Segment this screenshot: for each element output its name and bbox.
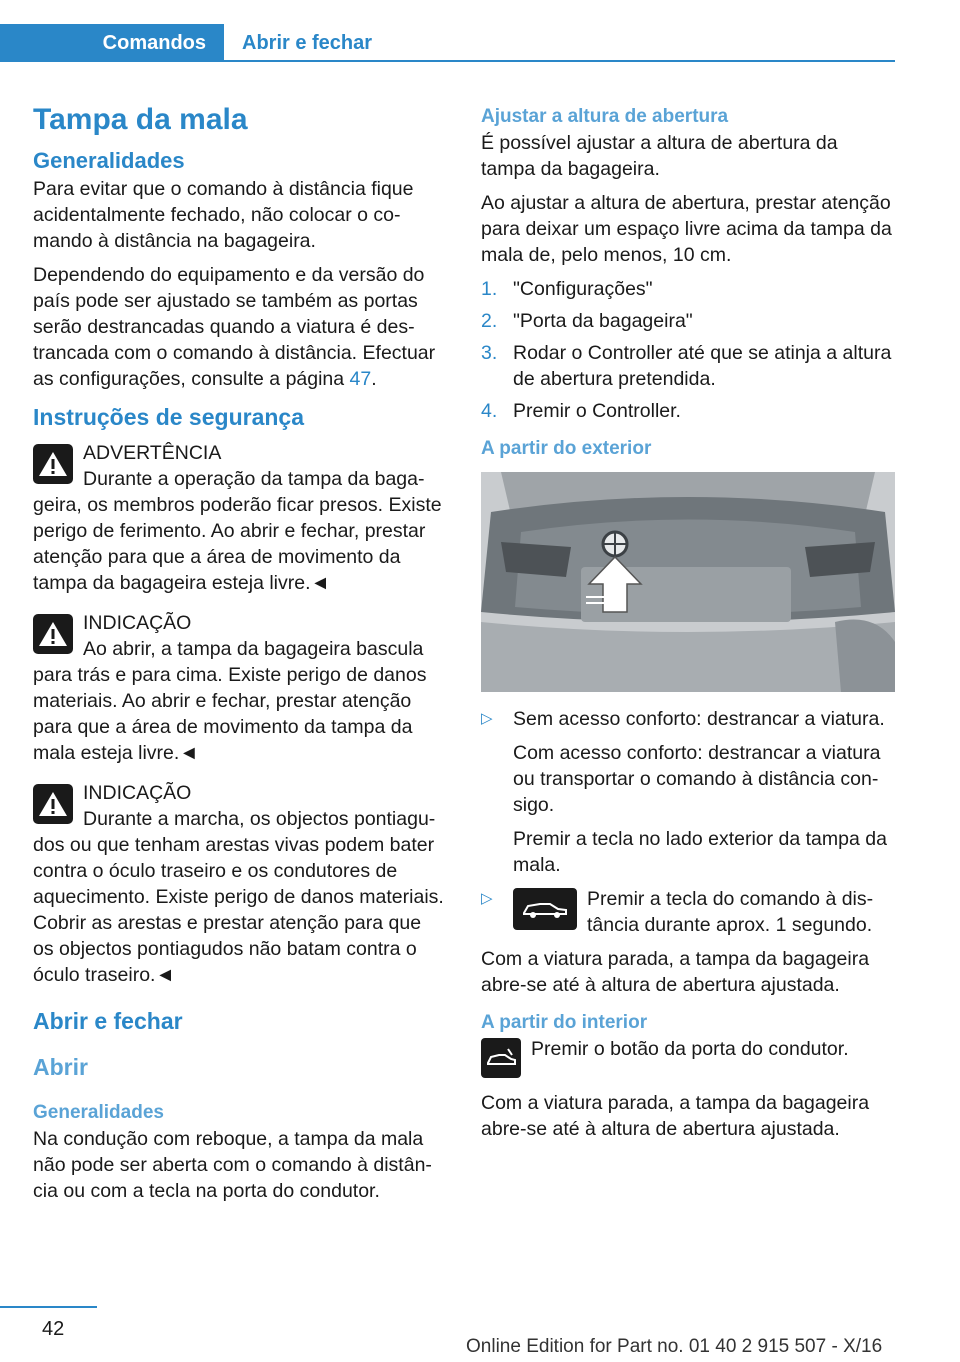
paragraph [33, 262, 447, 392]
paragraph: Com acesso conforto: destrancar a viatura ou transportar o comando à distância consigo. [513, 742, 881, 816]
warning-text: Durante a marcha, os objectos pontiagudos ou que tenham arestas vivas podem bater contra o óculo traseiro e os condutores de aquecimento. Existe perigo de danos materiais. Cobrir as arestas e prestar atenção para que os objectos pontiagudos não batam contra o óculo traseiro.◄ [33, 808, 444, 986]
tab-comandos[interactable]: Comandos [0, 24, 224, 62]
step-number: 4. [481, 400, 498, 422]
header-tabs [0, 24, 895, 62]
warning-block [33, 440, 447, 596]
step-text: "Porta da bagageira" [513, 310, 693, 332]
triangle-bullet-icon: ▷ [481, 890, 493, 907]
warning-triangle-icon [33, 614, 73, 654]
list-item [481, 276, 895, 302]
subsection-heading-altura: Ajustar a altura de abertura [481, 106, 729, 127]
section-heading-generalidades: Generalidades [33, 148, 185, 173]
paragraph-text: . [371, 368, 377, 390]
step-text: "Configurações" [513, 278, 653, 300]
list-item [481, 398, 895, 424]
page-number: 42 [42, 1318, 65, 1340]
steps-list [481, 276, 895, 424]
car-trunk-key-icon [513, 888, 577, 930]
right-column [481, 104, 895, 1150]
footer-rule [0, 1306, 97, 1308]
warning-block [33, 610, 447, 766]
warning-block [33, 780, 447, 988]
subsection-heading-generalidades: Generalidades [33, 1102, 164, 1123]
interior-row [481, 1036, 895, 1082]
paragraph-text: Dependendo do equipamento e da versão do país pode ser ajustado se também as portas serão destrancadas quando a viatura é destrancada com o comando à distância. Efectuar as configurações, consulte a página [33, 264, 436, 390]
key-text: Premir a tecla do comando à distância durante aprox. 1 segundo. [587, 888, 874, 936]
header-rule [224, 60, 895, 62]
interior-text: Premir o botão da porta do condutor. [531, 1038, 849, 1060]
list-item [481, 340, 895, 392]
subsection-heading-interior: A partir do interior [481, 1012, 648, 1033]
section-heading-abrir: Abrir [33, 1054, 88, 1080]
edition-note: Online Edition for Part no. 01 40 2 915 507 - X/16 [466, 1336, 883, 1357]
trunk-button-icon [481, 1038, 521, 1078]
warning-text: Ao abrir, a tampa da bagageira bascula para trás e para cima. Existe perigo de danos materiais. Ao abrir e fechar, prestar atenção para que a área de movimento da tampa da mala esteja livre.◄ [33, 638, 427, 764]
warning-triangle-icon [33, 444, 73, 484]
paragraph: Premir a tecla no lado exterior da tampa da mala. [513, 828, 887, 876]
warning-text: Durante a operação da tampa da bagageira, os membros poderão ficar presos. Existe perigo de ferimento. Ao abrir e fechar, prestar atenção para que a área de movimento da tampa da bagageira esteja livre.◄ [33, 468, 442, 594]
list-item [481, 706, 895, 878]
paragraph: Com a viatura parada, a tampa da bagageira abre-se até à altura de abertura ajustada. [481, 1092, 870, 1140]
page-title: Tampa da mala [33, 103, 248, 136]
list-item [481, 886, 895, 938]
warning-title: ADVERTÊNCIA [83, 442, 222, 464]
section-heading-seguranca: Instruções de segurança [33, 404, 304, 430]
paragraph: Para evitar que o comando à distância fique acidentalmente fechado, não colocar o comando à distância na bagageira. [33, 178, 414, 252]
warning-title: INDICAÇÃO [83, 612, 192, 634]
step-number: 1. [481, 278, 498, 300]
list-item [481, 308, 895, 334]
step-number: 3. [481, 342, 498, 364]
warning-title: INDICAÇÃO [83, 782, 192, 804]
paragraph: Ao ajustar a altura de abertura, prestar atenção para deixar um espaço livre acima da tampa da mala de, pelo menos, 10 cm. [481, 192, 892, 266]
subsection-heading-exterior: A partir do exterior [481, 438, 652, 459]
page-link[interactable]: 47 [349, 368, 372, 390]
step-text: Premir o Controller. [513, 400, 681, 422]
section-heading-abrir-e-fechar: Abrir e fechar [33, 1008, 183, 1034]
left-column [33, 100, 447, 1212]
paragraph: Sem acesso conforto: destrancar a viatura. [513, 708, 885, 730]
paragraph: Na condução com reboque, a tampa da mala não pode ser aberta com o comando à distância ou com a tecla na porta do condutor. [33, 1128, 432, 1202]
paragraph: Com a viatura parada, a tampa da bagageira abre-se até à altura de abertura ajustada. [481, 948, 870, 996]
tab-abrir-e-fechar[interactable]: Abrir e fechar [242, 32, 373, 54]
triangle-bullet-icon: ▷ [481, 710, 493, 727]
step-text: Rodar o Controller até que se atinja a altura de abertura pretendida. [513, 342, 892, 390]
warning-triangle-icon [33, 784, 73, 824]
step-number: 2. [481, 310, 498, 332]
paragraph: É possível ajustar a altura de abertura da tampa da bagageira. [481, 132, 838, 180]
tailgate-photo [481, 472, 895, 692]
